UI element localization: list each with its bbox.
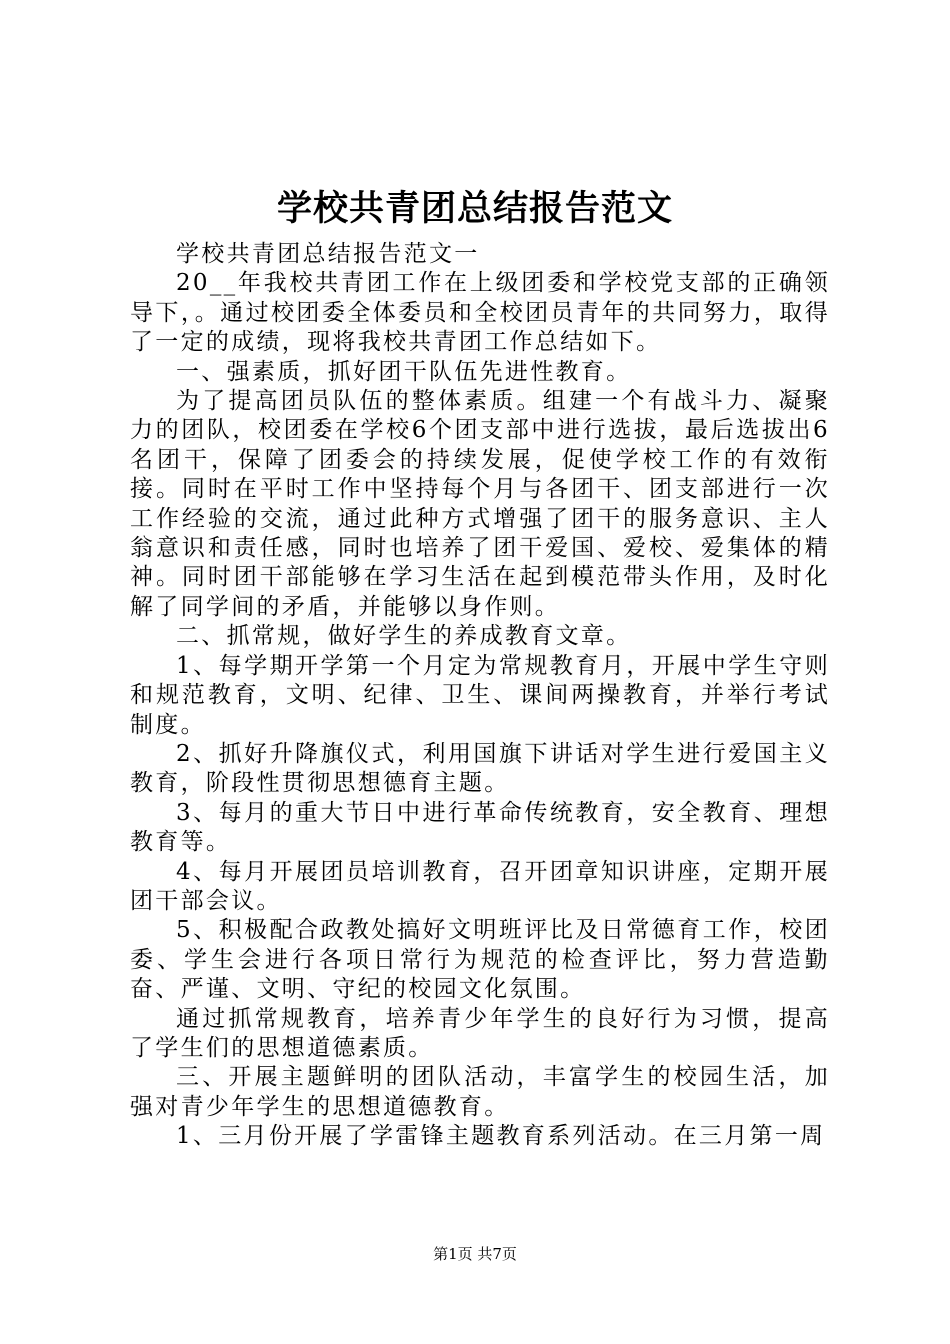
paragraph: 一、强素质，抓好团干队伍先进性教育。 [176,358,632,385]
page-footer [0,1244,950,1264]
document-body [130,240,830,1152]
paragraph: 2、抓好升降旗仪式，利用国旗下讲话对学生进行爱国主义教育，阶段性贯彻思想德育主题。 [130,740,830,797]
paragraph: 通过抓常规教育，培养青少年学生的良好行为习惯，提高了学生们的思想道德素质。 [130,1005,830,1061]
paragraph: 1、每学期开学第一个月定为常规教育月，开展中学生守则和规范教育，文明、纪律、卫生、课间两操教育，并举行考试制度。 [130,652,830,738]
paragraph: 5、积极配合政教处搞好文明班评比及日常德育工作，校团委、学生会进行各项日常行为规范的检查评比，努力营造勤奋、严谨、文明、守纪的校园文化氛围。 [130,917,830,1003]
paragraph: 二、抓常规，做好学生的养成教育文章。 [176,623,632,650]
page-number-label: 第1页 共7页 [433,1245,517,1263]
paragraph: 为了提高团员队伍的整体素质。组建一个有战斗力、凝聚力的团队，校团委在学校6个团支部中进行选拔，最后选拔出6名团干，保障了团委会的持续发展，促使学校工作的有效衔接。同时在平时工作中坚持每个月与各团干、团支部进行一次工作经验的交流，通过此种方式增强了团干的服务意识、主人翁意识和责任感，同时也培养了团干爱国、爱校、爱集体的精神。同时团干部能够在学习生活在起到模范带头作用，及时化解了同学间的矛盾，并能够以身作则。 [130,388,830,620]
paragraph: 学校共青团总结报告范文一 [176,241,480,267]
paragraph: 1、三月份开展了学雷锋主题教育系列活动。在三月第一周 [176,1123,826,1150]
paragraph: 3、每月的重大节日中进行革命传统教育，安全教育、理想教育等。 [130,799,830,856]
paragraph: 三、开展主题鲜明的团队活动，丰富学生的校园生活，加强对青少年学生的思想道德教育。 [130,1064,830,1120]
paragraph: 4、每月开展团员培训教育，召开团章知识讲座，定期开展团干部会议。 [130,858,830,914]
paragraph: 20__年我校共青团工作在上级团委和学校党支部的正确领导下，。通过校团委全体委员和全校团员青年的共同努力，取得了一定的成绩，现将我校共青团工作总结如下。 [130,270,830,356]
document-title: 学校共青团总结报告范文 [276,188,673,229]
